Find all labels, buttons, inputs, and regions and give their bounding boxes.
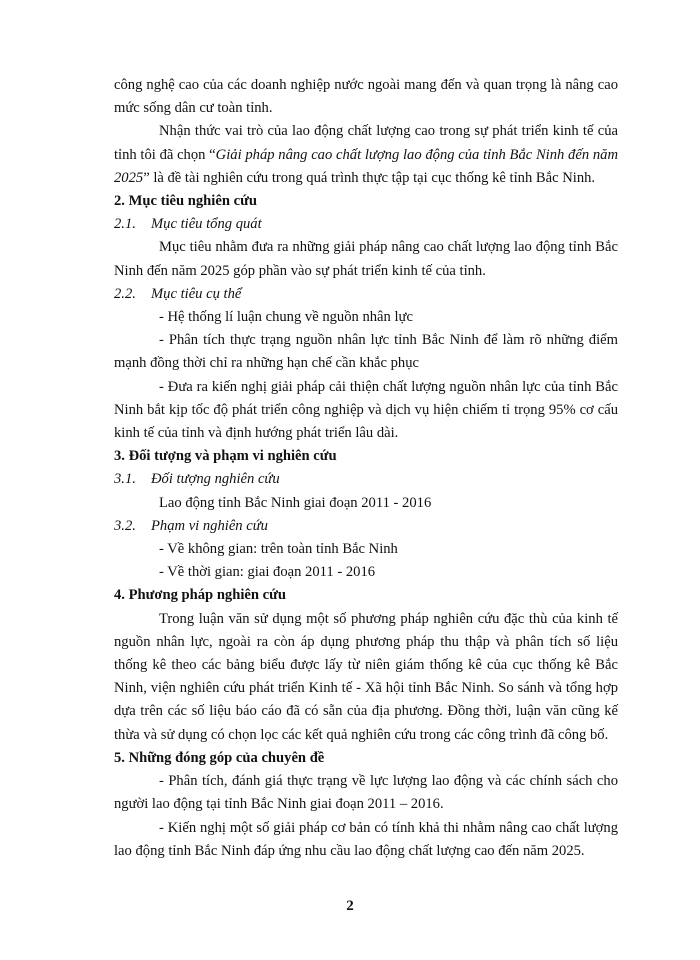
subsection-3-1-number: 3.1. xyxy=(114,471,136,488)
subsection-2-2-number: 2.2. xyxy=(114,285,136,302)
awareness-paragraph xyxy=(114,120,618,190)
subsection-2-1-number: 2.1. xyxy=(114,216,136,233)
section-2-heading: 2. Mục tiêu nghiên cứu xyxy=(114,193,257,210)
thesis-title: Giải pháp nâng cao chất lượng lao động của tỉnh Bắc Ninh đến năm 2025 xyxy=(114,146,618,186)
section-3-heading: 3. Đối tượng và phạm vi nghiên cứu xyxy=(114,448,337,465)
subsection-3-2-number: 3.2. xyxy=(114,517,136,534)
list-item: - Kiến nghị một số giải pháp cơ bản có tính khả thi nhằm nâng cao chất lượng lao động tỉnh Bắc Ninh đáp ứng nhu cầu lao động chất lượng cao đến năm 2025. xyxy=(114,819,618,859)
list-item: - Hệ thống lí luận chung về nguồn nhân lực xyxy=(159,309,413,326)
awareness-after: ” là đề tài nghiên cứu trong quá trình thực tập tại cục thống kê tỉnh Bắc Ninh. xyxy=(143,169,596,186)
section-5-heading: 5. Những đóng góp của chuyên đề xyxy=(114,749,325,766)
subsection-3-1-title: Đối tượng nghiên cứu xyxy=(151,471,280,488)
subsection-2-2-heading xyxy=(114,283,618,306)
subsection-2-2-title: Mục tiêu cụ thể xyxy=(151,285,242,302)
subsection-2-1-title: Mục tiêu tổng quát xyxy=(151,216,262,233)
subsection-2-1-heading xyxy=(114,213,618,236)
list-item: - Đưa ra kiến nghị giải pháp cải thiện chất lượng nguồn nhân lực của tỉnh Bắc Ninh bắt kịp tốc độ phát triển công nghiệp và dịch vụ hiện chiếm tỉ trọng 95% cơ cấu kinh tế của tỉnh và định hướng phát triển lâu dài. xyxy=(114,378,618,442)
document-body xyxy=(114,74,618,863)
page-number: 2 xyxy=(346,898,354,914)
list-item: - Về không gian: trên toàn tỉnh Bắc Ninh xyxy=(159,541,398,558)
intro-tail-paragraph: công nghệ cao của các doanh nghiệp nước ngoài mang đến và quan trọng là nâng cao mức sống dân cư toàn tỉnh. xyxy=(114,77,618,117)
section-4-heading: 4. Phương pháp nghiên cứu xyxy=(114,587,286,604)
list-item: - Phân tích thực trạng nguồn nhân lực tỉnh Bắc Ninh để làm rõ những điểm mạnh đồng thời chỉ ra những hạn chế cần khắc phục xyxy=(114,332,618,372)
awareness-before: Nhận thức vai trò của lao động chất lượng cao trong sự phát triển kinh tế của tỉnh tôi đã chọn “ xyxy=(114,123,618,163)
subsection-2-1-text: Mục tiêu nhằm đưa ra những giải pháp nâng cao chất lượng lao động tỉnh Bắc Ninh đến năm 2025 góp phần vào sự phát triển kinh tế của tỉnh. xyxy=(114,239,618,279)
list-item: - Về thời gian: giai đoạn 2011 - 2016 xyxy=(159,564,376,581)
subsection-3-1-heading xyxy=(114,468,618,491)
subsection-3-2-heading xyxy=(114,515,618,538)
subsection-3-2-title: Phạm vi nghiên cứu xyxy=(151,517,268,534)
list-item: - Phân tích, đánh giá thực trạng về lực lượng lao động và các chính sách cho người lao động tại tỉnh Bắc Ninh giai đoạn 2011 – 2016. xyxy=(114,773,618,813)
subsection-3-1-text: Lao động tỉnh Bắc Ninh giai đoạn 2011 - 2016 xyxy=(159,494,432,511)
section-4-text: Trong luận văn sử dụng một số phương pháp nghiên cứu đặc thù của kinh tế nguồn nhân lực, ngoài ra còn áp dụng phương pháp thu thập và phân tích số liệu thống kê theo các bảng biểu được lấy từ niên giám thống kê của cục thống kê Bắc Ninh, viện nghiên cứu phát triển Kinh tế - Xã hội tỉnh Bắc Ninh. So sánh và tổng hợp dựa trên các số liệu báo cáo đã có sẵn của địa phương. Đồng thời, luận văn cũng kế thừa và sử dụng có chọn lọc các kết quả nghiên cứu trong các công trình đã công bố. xyxy=(114,610,618,743)
